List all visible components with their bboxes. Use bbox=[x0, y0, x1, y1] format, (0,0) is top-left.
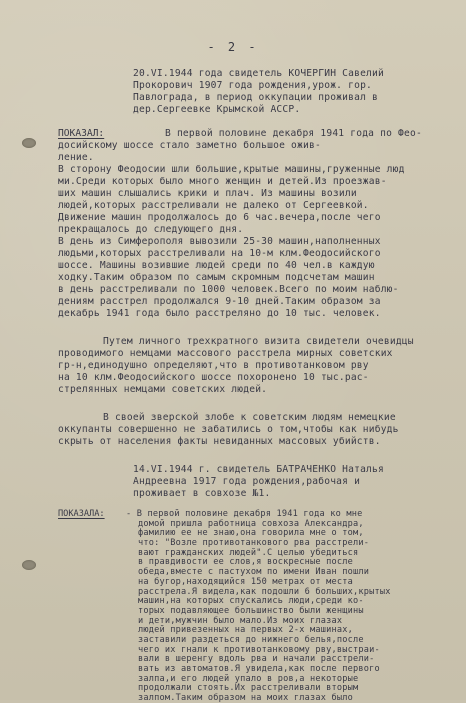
text-line: расстрела.Я видела,как подошли 6 больших,крытых bbox=[138, 586, 391, 597]
text-line: людей привезенных на первых 2-х машинах, bbox=[138, 625, 353, 636]
text-line: вают гражданских людей".С целью убедиться bbox=[138, 547, 359, 558]
text-line: на бугор,находящийся 150 метрах от места bbox=[138, 576, 353, 587]
text-line: заставили раздеться до нижнего белья,после bbox=[138, 634, 364, 645]
text-line: залпом.Таким образом на моих глазах было bbox=[138, 693, 353, 703]
punch-hole bbox=[22, 560, 36, 570]
text-line: что: "Возле противотанкового рва расстрели- bbox=[138, 538, 370, 549]
testimony-label: ПОКАЗАЛА: bbox=[58, 509, 105, 519]
text-line: торых подавляющее большинство были женщины bbox=[138, 605, 364, 616]
text-line: оккупанты совершенно не забатились о том,чтобы как нибудь bbox=[58, 424, 399, 435]
text-line: ление. bbox=[58, 152, 94, 163]
text-line: ми.Среди которых было много женщин и детей.Из проезжав- bbox=[58, 176, 387, 187]
page-number: - 2 - bbox=[207, 40, 259, 54]
text-line: В своей зверской злобе к советским людям немецкие bbox=[103, 412, 396, 423]
punch-hole bbox=[22, 138, 36, 148]
text-line: - В первой половине декабря 1941 года ко мне bbox=[126, 509, 363, 519]
text-line: В первой половине декабря 1941 года по Фео- bbox=[165, 128, 422, 139]
text-line: ших машин слышались крики и плач. Из машины возили bbox=[58, 188, 357, 199]
text-line: стрелянных немцами советских людей. bbox=[58, 384, 268, 395]
text-line: 14.VI.1944 г. свидетель БАТРАЧЕНКО Наталья bbox=[133, 464, 384, 475]
text-line: ходку.Таким образом по самым скромным подсчетам машин bbox=[58, 272, 375, 283]
text-line: Движение машин продолжалось до 6 час.вечера,после чего bbox=[58, 212, 381, 223]
text-line: машин,на которых спускались люди,среди ко- bbox=[138, 596, 364, 607]
text-line: чего их гнали к противотанковому рву,выстраи- bbox=[138, 644, 380, 655]
text-line: продолжали стоять.Их расстреливали вторым bbox=[138, 683, 359, 694]
testimony-label: ПОКАЗАЛ: bbox=[58, 128, 105, 139]
text-line: скрыть от населения факты невиданных массовых убийств. bbox=[58, 436, 381, 447]
text-line: прекращалось до следующего дня. bbox=[58, 224, 244, 235]
text-line: дер.Сергеевке Крымской АССР. bbox=[133, 104, 301, 115]
text-line: шоссе. Машины возившие людей среди по 40 чел.в каждую bbox=[58, 260, 375, 271]
text-line: В день из Симферополя вывозили 25-30 машин,наполненных bbox=[58, 236, 381, 247]
text-line: людьми,которых расстреливали на 10-м клм.Феодосийского bbox=[58, 248, 381, 259]
text-line: Прокорович 1907 года рождения,урож. гор. bbox=[133, 80, 373, 91]
text-line: в правдивости ее слов,я воскресные после bbox=[138, 557, 353, 568]
text-line: гр-н,единодушно определяют,что в противотанковом рву bbox=[58, 360, 369, 371]
text-line: людей,которых расстреливали не далеко от Сергеевкой. bbox=[58, 200, 369, 211]
text-line: залпа,и его людей упало в ров,а некоторые bbox=[138, 673, 359, 684]
text-line: Андреевна 1917 года рождения,рабочая и bbox=[133, 476, 361, 487]
text-line: и дети,мужчин было мало.Из моих глазах bbox=[138, 615, 343, 626]
text-line: декабрь 1941 года было расстреляно до 10 тыс. человек. bbox=[58, 308, 381, 319]
text-line: вали в шеренгу вдоль рва и начали расстрели- bbox=[138, 654, 375, 665]
text-line: проводимого немцами массового расстрела мирных советских bbox=[58, 348, 393, 359]
text-line: домой пришла работница совхоза Александра, bbox=[138, 518, 364, 529]
text-line: досийскому шоссе стало заметно большое ожив- bbox=[58, 140, 321, 151]
text-line: дениям расстрел продолжался 9-10 дней.Таким образом за bbox=[58, 296, 381, 307]
text-line: в день расстреливали по 1000 человек.Всего по моим наблю- bbox=[58, 284, 399, 295]
text-line: вать из автоматов.Я увидела,как после первого bbox=[138, 663, 380, 674]
text-line: проживает в совхозе №1. bbox=[133, 488, 271, 499]
text-line: 20.VI.1944 года свидетель КОЧЕРГИН Савелий bbox=[133, 68, 384, 79]
text-line: Путем личного трехкратного визита свидетели очевидцы bbox=[103, 336, 414, 347]
text-line: на 10 клм.Феодосийского шоссе похоронено 10 тыс.рас- bbox=[58, 372, 369, 383]
text-line: обеда,вместе с пастухом по имени Иван пошли bbox=[138, 567, 370, 578]
text-line: Павлограда, в период оккупации проживал в bbox=[133, 92, 379, 103]
text-line: фамилию ее не знаю,она говорила мне о том, bbox=[138, 528, 364, 539]
text-line: В сторону Феодосии шли большие,крытые машины,груженные люд bbox=[58, 164, 405, 175]
